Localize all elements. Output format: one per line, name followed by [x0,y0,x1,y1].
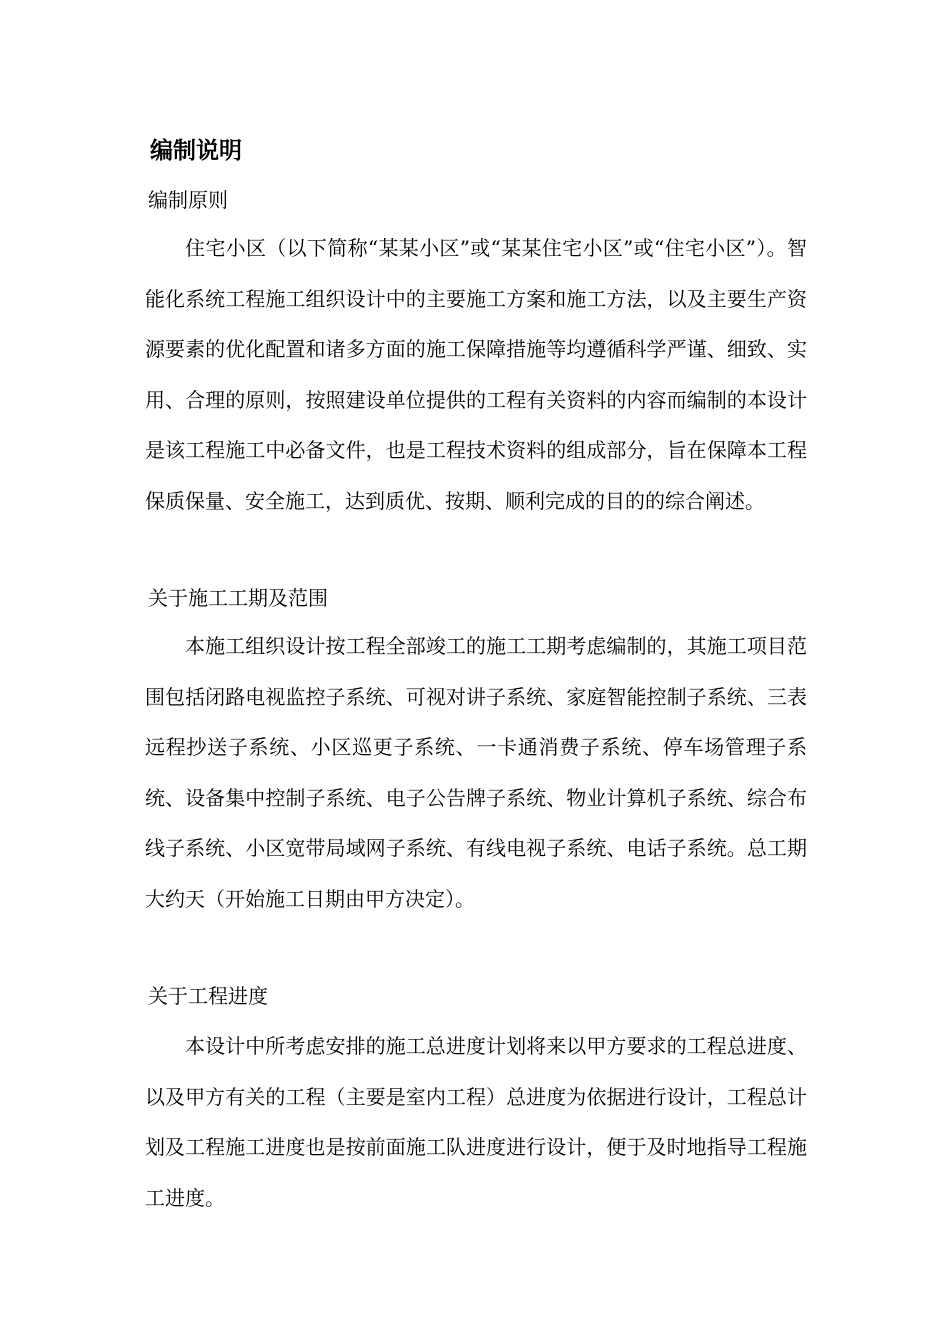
section-body-principles: 住宅小区（以下简称“某某小区”或“某某住宅小区”或“住宅小区”）。智能化系统工程施工组织设计中的主要施工方案和施工方法，以及主要生产资源要素的优化配置和诸多方面的施工保障措施等均遵循科学严谨、细致、实用、合理的原则，按照建设单位提供的工程有关资料的内容而编制的本设计是该工程施工中必备文件，也是工程技术资料的组成部分，旨在保障本工程保质保量、安全施工，达到质优、按期、顺利完成的目的的综合阐述。 [145,236,807,513]
section-heading-schedule-scope: 关于施工工期及范围 [148,586,328,610]
document-title: 编制说明 [150,138,242,164]
section-heading-progress: 关于工程进度 [148,984,268,1008]
section-body-schedule-scope: 本施工组织设计按工程全部竣工的施工工期考虑编制的，其施工项目范围包括闭路电视监控子系统、可视对讲子系统、家庭智能控制子系统、三表远程抄送子系统、小区巡更子系统、一卡通消费子系统、停车场管理子系统、设备集中控制子系统、电子公告牌子系统、物业计算机子系统、综合布线子系统、小区宽带局域网子系统、有线电视子系统、电话子系统。总工期大约天（开始施工日期由甲方决定）。 [145,634,807,911]
section-body-progress: 本设计中所考虑安排的施工总进度计划将来以甲方要求的工程总进度、以及甲方有关的工程（主要是室内工程）总进度为依据进行设计，工程总计划及工程施工进度也是按前面施工队进度进行设计，便于及时地指导工程施工进度。 [145,1034,807,1210]
section-heading-principles: 编制原则 [148,188,228,212]
